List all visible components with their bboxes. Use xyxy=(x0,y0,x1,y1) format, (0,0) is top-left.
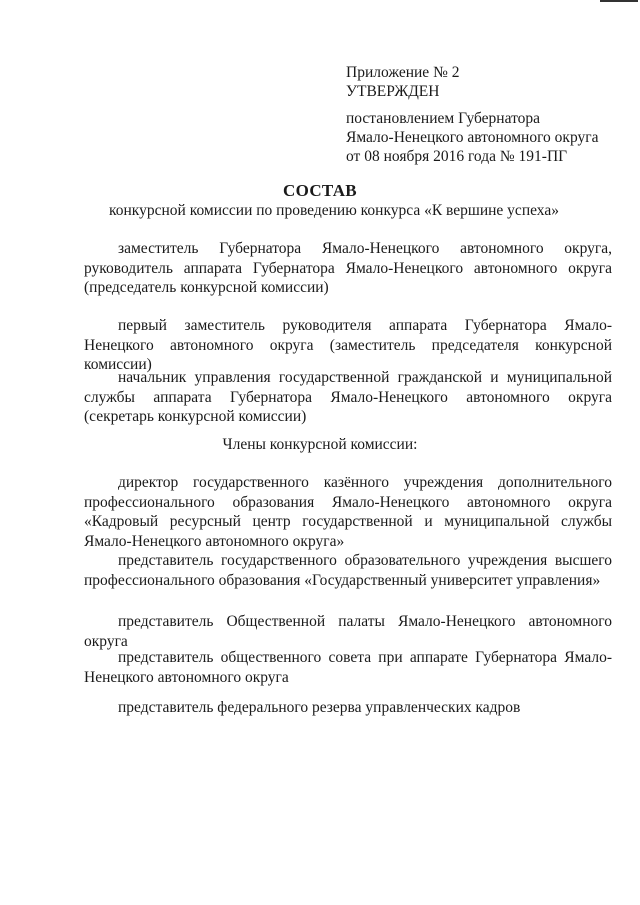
approval-line-1: постановлением Губернатора xyxy=(346,110,541,127)
approved-label: УТВЕРЖДЕН xyxy=(346,83,440,100)
member-chairman: заместитель Губернатора Ямало-Ненецкого автономного округа, руководитель аппарата Губернатора Ямало-Ненецкого автономного округа (председатель конкурсной комиссии) xyxy=(84,240,612,296)
member-item-1: директор государственного казённого учреждения дополнительного профессионального образования Ямало-Ненецкого автономного округа «Кадровый ресурсный центр государственной и муниципальной службы Ямало-Ненецкого автономного округа» xyxy=(84,474,612,550)
member-item-4: представитель общественного совета при аппарате Губернатора Ямало-Ненецкого автономного округа xyxy=(84,649,612,686)
approval-line-3: от 08 ноября 2016 года № 191-ПГ xyxy=(346,148,568,165)
document-title: СОСТАВ xyxy=(283,181,357,200)
appendix-number: Приложение № 2 xyxy=(346,64,460,81)
scan-corner-mark xyxy=(600,0,638,2)
member-item-2: представитель государственного образовательного учреждения высшего профессионального образования «Государственный университет управления» xyxy=(84,552,612,589)
document-subtitle: конкурсной комиссии по проведению конкурса «К вершине успеха» xyxy=(109,202,559,219)
members-heading: Члены конкурсной комиссии: xyxy=(222,436,418,453)
member-vice-chairman: первый заместитель руководителя аппарата Губернатора Ямало-Ненецкого автономного округа (заместитель председателя конкурсной комиссии) xyxy=(84,317,612,373)
approval-line-2: Ямало-Ненецкого автономного округа xyxy=(346,129,599,146)
member-secretary: начальник управления государственной гражданской и муниципальной службы аппарата Губернатора Ямало-Ненецкого автономного округа (секретарь конкурсной комиссии) xyxy=(84,369,612,425)
approval-gap xyxy=(346,101,626,109)
member-item-3: представитель Общественной палаты Ямало-Ненецкого автономного округа xyxy=(84,613,612,650)
member-item-5: представитель федерального резерва управленческих кадров xyxy=(118,699,521,716)
approval-block xyxy=(346,63,626,166)
